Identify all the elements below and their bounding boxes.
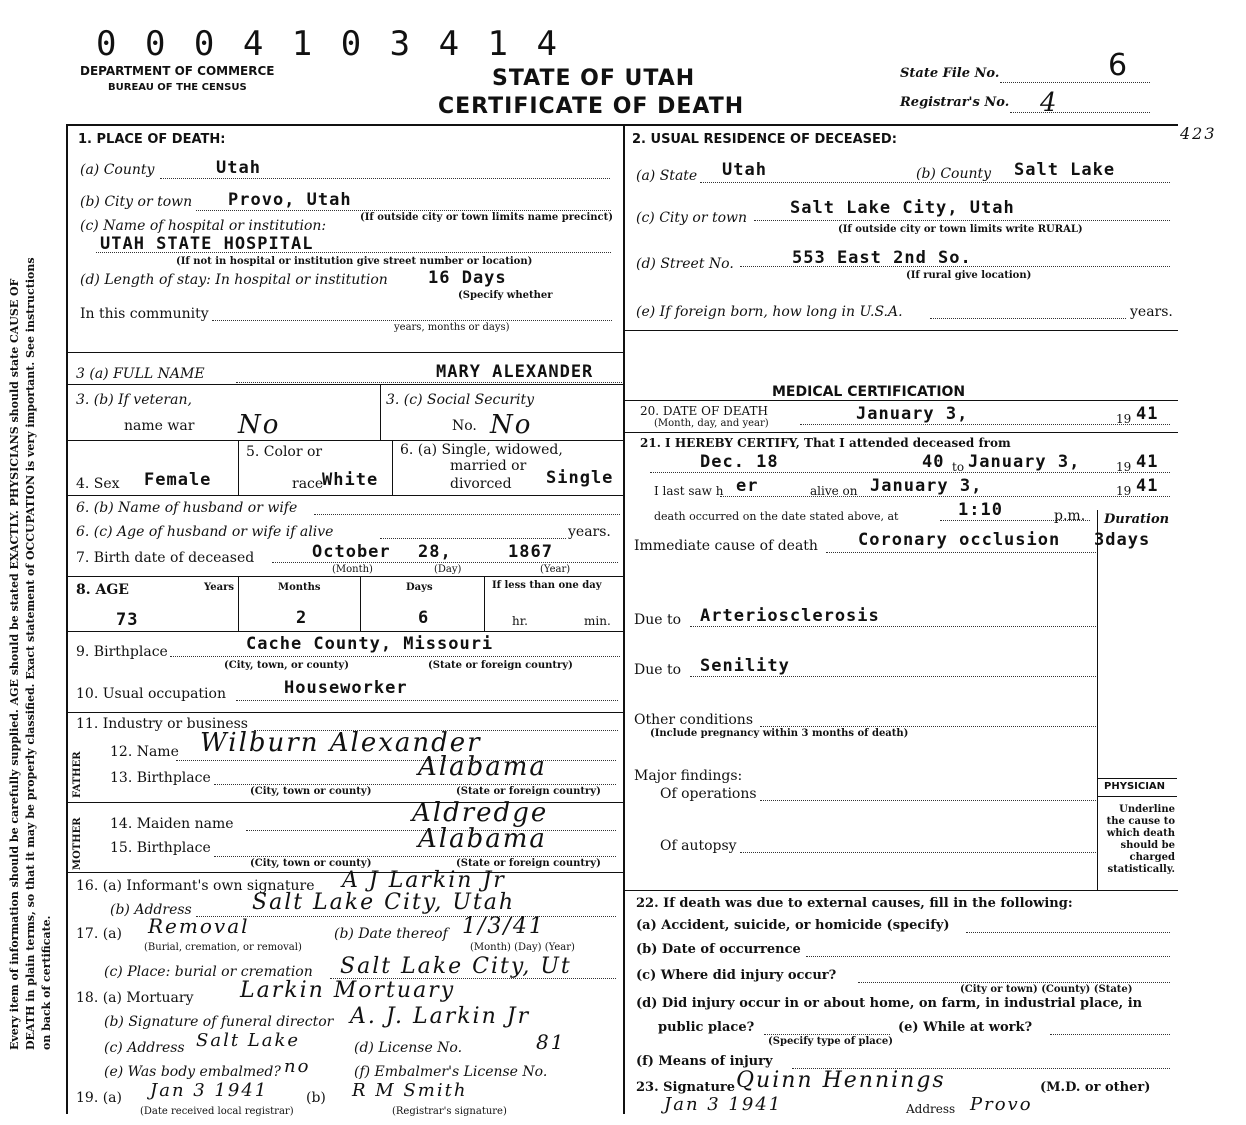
burial-note: (Burial, cremation, or removal) [144,942,302,953]
state-file-label: State File No. [900,66,1000,81]
dept-label: DEPARTMENT OF COMMERCE [80,64,275,78]
embalmer-license-label: (f) Embalmer's License No. [354,1064,548,1080]
informant-sig-value: A J Larkin Jr [342,868,506,893]
occupation-label: 10. Usual occupation [76,686,226,702]
external-d2-label: public place? [658,1020,755,1035]
dod-note: (Month, day, and year) [654,418,769,429]
father-side-label: FATHER [72,751,83,798]
dod-year-prefix: 19 [1116,412,1132,426]
pod-city-note: (If outside city or town limits name precinct) [360,212,613,223]
last-saw-year: 41 [1136,476,1159,496]
pod-specify-note: (Specify whether [458,290,553,301]
birth-month: October [312,542,391,562]
pod-county-label: (a) County [80,162,155,178]
other-conditions-note: (Include pregnancy within 3 months of death) [650,728,909,739]
birthplace-value: Cache County, Missouri [246,634,494,654]
external-f-label: (f) Means of injury [636,1054,773,1069]
physician-sig-value: Quinn Hennings [736,1068,946,1093]
received-label: 19. (a) [76,1090,122,1106]
place-of-death-heading: 1. PLACE OF DEATH: [78,132,226,147]
physician-sig-date: Jan 3 1941 [664,1094,783,1115]
corner-number: 423 [1180,124,1217,143]
state-file-number: 6 [1108,48,1128,83]
res-street-value: 553 East 2nd So. [792,248,972,268]
father-bp-note-city: (City, town or county) [250,786,372,797]
certificate-title: CERTIFICATE OF DEATH [438,94,745,119]
state-title: STATE OF UTAH [492,66,696,91]
external-d-note: (Specify type of place) [768,1036,893,1047]
full-name-label: 3 (a) FULL NAME [76,366,205,382]
external-c-note: (City or town) (County) (State) [960,984,1133,995]
res-city-label: (c) City or town [636,210,748,226]
dod-label: 20. DATE OF DEATH [640,404,768,418]
major-findings-label: Major findings: [634,768,743,784]
pm-label: p.m. [1054,508,1086,524]
color-label: 5. Color or [246,444,323,460]
license-value: 81 [536,1030,566,1054]
physician-note: Underline the cause to which death should be charged statistically. [1106,804,1175,875]
director-sig-value: A. J. Larkin Jr [350,1004,531,1029]
mother-maiden-label: 14. Maiden name [110,816,234,832]
attended-to-year-prefix: 19 [1116,460,1132,474]
res-city-note: (If outside city or town limits write RURAL) [838,224,1083,235]
due-to-2-value: Senility [700,656,790,676]
pod-county-value: Utah [216,158,261,178]
occurred-label: death occurred on the date stated above, at [654,510,899,523]
father-birthplace-value: Alabama [418,752,547,782]
physician-box-label: PHYSICIAN [1104,781,1166,792]
father-name-label: 12. Name [110,744,179,760]
mortuary-value: Larkin Mortuary [240,978,456,1003]
last-saw-her: er [736,476,759,496]
mother-birthplace-label: 15. Birthplace [110,840,211,856]
pod-community-label: In this community [80,306,209,322]
external-c-label: (c) Where did injury occur? [636,968,837,983]
mother-side-label: MOTHER [72,817,83,870]
birthplace-label: 9. Birthplace [76,644,168,660]
mortuary-address-value: Salt Lake [196,1030,301,1051]
physician-addr-label: Address [906,1102,956,1116]
marital-label-2: married or [450,458,527,474]
immediate-cause-label: Immediate cause of death [634,538,818,554]
mother-bp-note-state: (State or foreign country) [456,858,601,869]
attended-to-label: to [952,460,965,474]
license-label: (d) License No. [354,1040,463,1056]
birth-year-note: (Year) [540,564,571,575]
pod-city-label: (b) City or town [80,194,193,210]
res-state-label: (a) State [636,168,698,184]
md-label: (M.D. or other) [1040,1080,1151,1095]
dod-value: January 3, [856,404,969,424]
spouse-years-label: years. [568,524,611,540]
side-instructions-1: Every item of information should be carefully supplied. AGE should be stated EXACTLY. PHYSICIANS should state CAUSE OF [8,278,21,1050]
veteran-value: No [238,410,281,440]
marital-label-1: 6. (a) Single, widowed, [400,442,563,458]
registrar-sig-value: R M Smith [352,1080,468,1101]
race-value: White [322,470,379,490]
birth-year: 1867 [508,542,553,562]
pod-city-value: Provo, Utah [228,190,352,210]
res-street-note: (If rural give location) [906,270,1032,281]
external-heading: 22. If death was due to external causes, fill in the following: [636,896,1073,911]
duration-label: Duration [1104,512,1170,527]
attended-to-year: 41 [1136,452,1159,472]
burial-label: 17. (a) [76,926,122,942]
age-hr-label: hr. [512,614,528,628]
age-min-label: min. [584,614,611,628]
received-note: (Date received local registrar) [140,1106,294,1117]
mother-maiden-value: Aldredge [412,798,549,828]
operations-label: Of operations [660,786,757,802]
sex-label: 4. Sex [76,476,120,492]
received-value: Jan 3 1941 [150,1080,269,1101]
pod-stay-label: (d) Length of stay: In hospital or institution [80,272,388,288]
informant-addr-label: (b) Address [110,902,192,918]
ssn-value: No [490,410,533,440]
mother-bp-note-city: (City, town or county) [250,858,372,869]
age-lessday-col: If less than one day [492,580,602,591]
last-saw-year-prefix: 19 [1116,484,1132,498]
burial-place-label: (c) Place: burial or cremation [104,964,313,980]
age-years-value: 73 [116,610,139,630]
ssn-label: 3. (c) Social Security [386,392,535,408]
birth-day-note: (Day) [434,564,462,575]
pod-period-note: years, months or days) [394,322,510,333]
side-instructions-3: on back of certificate. [40,915,53,1050]
immediate-cause-value: Coronary occlusion [858,530,1061,550]
res-state-value: Utah [722,160,767,180]
industry-label: 11. Industry or business [76,716,248,732]
bureau-label: BUREAU OF THE CENSUS [108,82,247,93]
birth-day: 28, [418,542,452,562]
external-b-label: (b) Date of occurrence [636,942,801,957]
spouse-label: 6. (b) Name of husband or wife [76,500,298,516]
res-street-label: (d) Street No. [636,256,734,272]
age-days-value: 6 [418,608,430,628]
registrar-number: 4 [1040,88,1059,118]
age-days-col: Days [406,582,433,593]
burial-date-note: (Month) (Day) (Year) [470,942,575,953]
burial-date-label: (b) Date thereof [334,926,448,942]
father-birthplace-label: 13. Birthplace [110,770,211,786]
embalmed-value: no [284,1056,311,1077]
mother-birthplace-value: Alabama [418,824,547,854]
occupation-value: Houseworker [284,678,408,698]
external-e-label: (e) While at work? [898,1020,1033,1035]
registrar-sig-note: (Registrar's signature) [392,1106,507,1117]
due-to-2-label: Due to [634,662,682,678]
birthplace-note-state: (State or foreign country) [428,660,573,671]
physician-sig-label: 23. Signature [636,1080,736,1095]
time-value: 1:10 [958,500,1003,520]
birthplace-note-city: (City, town, or county) [224,660,349,671]
due-to-1-value: Arteriosclerosis [700,606,880,626]
res-city-value: Salt Lake City, Utah [790,198,1015,218]
director-sig-label: (b) Signature of funeral director [104,1014,334,1030]
pod-stay-value: 16 Days [428,268,507,288]
serial-number: 0 0 0 4 1 0 3 4 1 4 [96,24,561,64]
registrar-sig-label: (b) [306,1090,326,1106]
medical-heading: MEDICAL CERTIFICATION [772,384,966,400]
autopsy-label: Of autopsy [660,838,737,854]
side-instructions-2: DEATH in plain terms, so that it may be properly classified. Exact statement of OCCUPATION is very important. See instructions [24,257,37,1050]
due-to-1-label: Due to [634,612,682,628]
mortuary-label: 18. (a) Mortuary [76,990,194,1006]
embalmed-label: (e) Was body embalmed? [104,1064,281,1080]
res-foreign-label: (e) If foreign born, how long in U.S.A. [636,304,903,320]
veteran-sub-label: name war [124,418,195,434]
last-saw-label: I last saw h [654,484,724,498]
ssn-sub-label: No. [452,418,477,434]
pod-hospital-value: UTAH STATE HOSPITAL [100,234,314,254]
birth-month-note: (Month) [332,564,373,575]
full-name-value: MARY ALEXANDER [436,362,594,382]
sex-value: Female [144,470,212,490]
father-bp-note-state: (State or foreign country) [456,786,601,797]
external-d-label: (d) Did injury occur in or about home, on farm, in industrial place, in [636,996,1143,1011]
res-years-label: years. [1130,304,1173,320]
father-name-value: Wilburn Alexander [200,728,482,758]
alive-on-label: alive on [810,484,858,498]
informant-addr-value: Salt Lake City, Utah [252,890,515,915]
attended-to-value: January 3, [968,452,1081,472]
dod-year-value: 41 [1136,404,1159,424]
veteran-label: 3. (b) If veteran, [76,392,192,408]
res-county-value: Salt Lake [1014,160,1116,180]
external-a-label: (a) Accident, suicide, or homicide (specify) [636,918,950,933]
other-conditions-label: Other conditions [634,712,754,728]
physician-addr-value: Provo [970,1094,1033,1115]
attended-from-year: 40 [922,452,945,472]
race-label: race [292,476,324,492]
age-months-col: Months [278,582,321,593]
age-label: 8. AGE [76,582,129,598]
pod-hospital-label: (c) Name of hospital or institution: [80,218,327,234]
burial-date-value: 1/3/41 [462,914,545,939]
attended-from-value: Dec. 18 [700,452,779,472]
mortuary-address-label: (c) Address [104,1040,185,1056]
registrar-label: Registrar's No. [900,95,1010,110]
pod-hospital-note: (If not in hospital or institution give street number or location) [176,256,533,267]
spouse-age-label: 6. (c) Age of husband or wife if alive [76,524,334,540]
burial-value: Removal [148,914,250,938]
age-years-col: Years [204,582,235,593]
residence-heading: 2. USUAL RESIDENCE OF DECEASED: [632,132,897,147]
age-months-value: 2 [296,608,308,628]
certify-label: 21. I HEREBY CERTIFY, That I attended deceased from [640,436,1011,450]
last-saw-date: January 3, [870,476,983,496]
res-county-label: (b) County [916,166,992,182]
marital-value: Single [546,468,614,488]
marital-label-3: divorced [450,476,512,492]
birth-date-label: 7. Birth date of deceased [76,550,255,566]
immediate-duration-value: 3days [1094,530,1151,550]
burial-place-value: Salt Lake City, Ut [340,954,572,979]
informant-sig-label: 16. (a) Informant's own signature [76,878,315,894]
